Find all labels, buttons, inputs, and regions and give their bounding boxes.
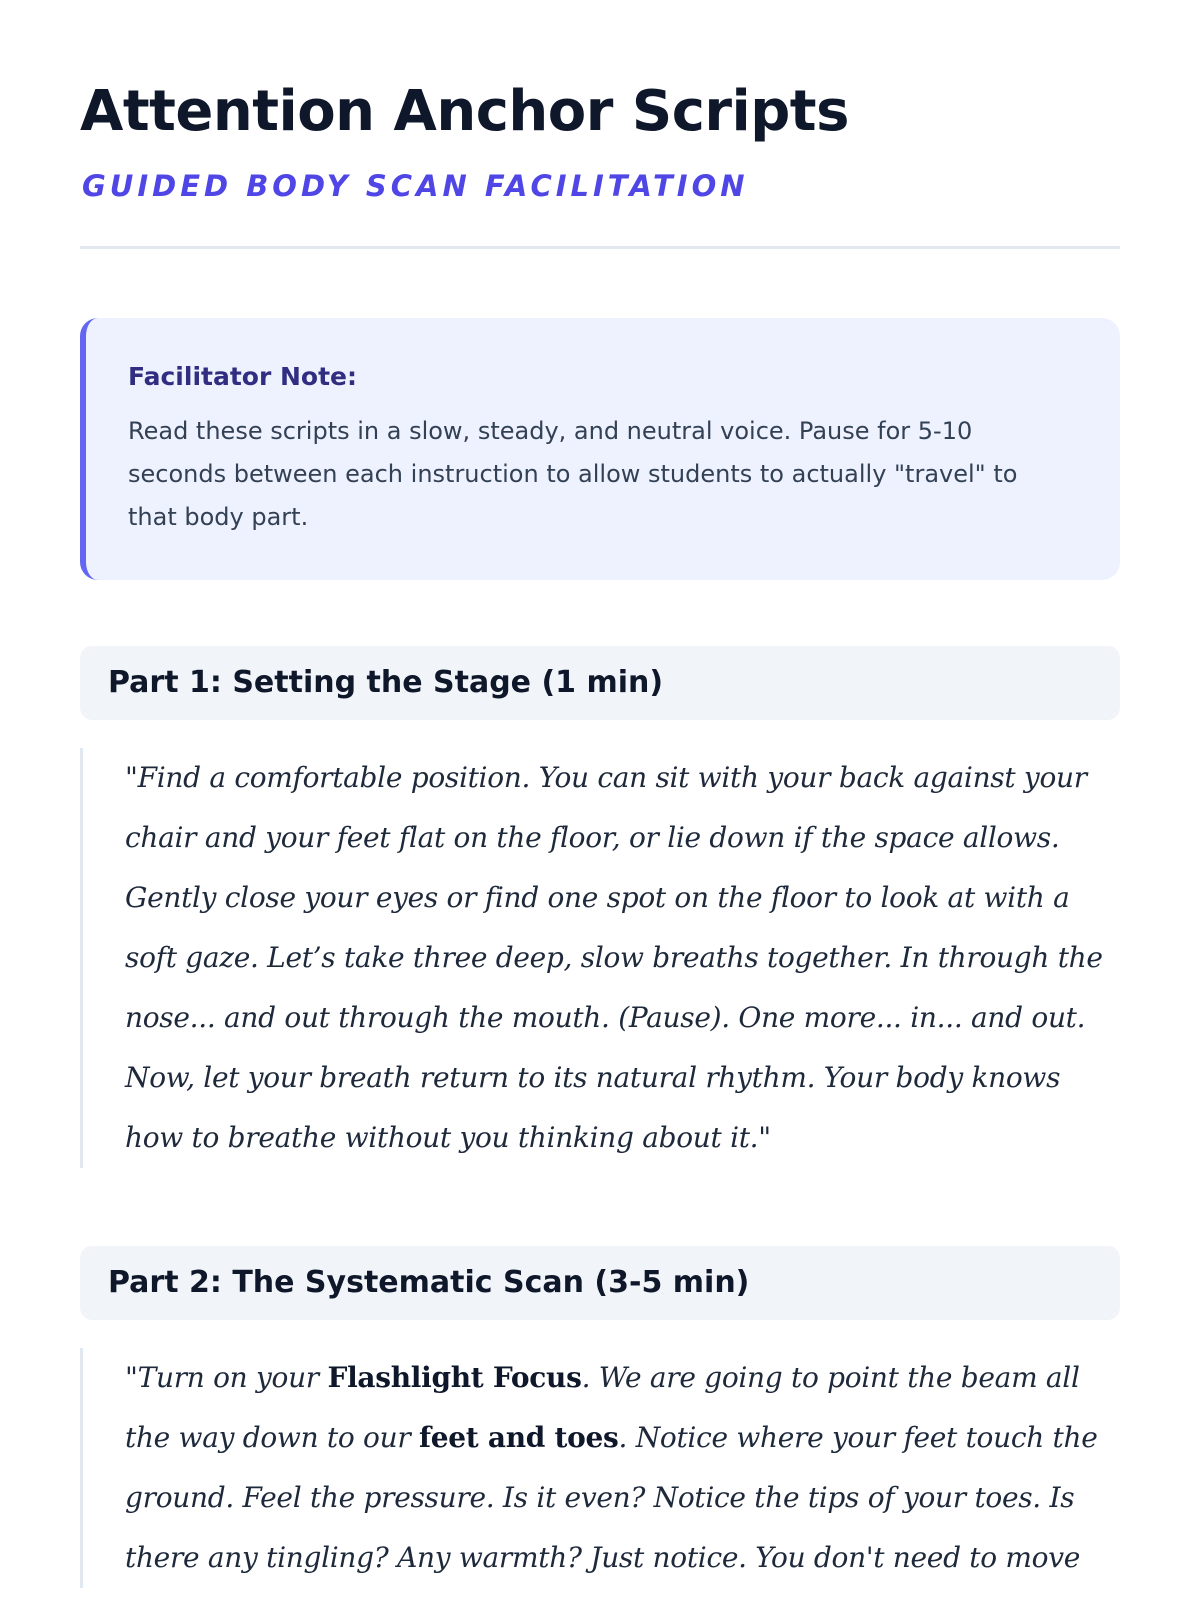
script-part-2-text-1: "Turn on your	[125, 1361, 328, 1394]
script-part-1-text: "Find a comfortable position. You can sit with your back against your chair and your feet flat on the floor, or lie down if the space allows. Gently close your eyes or find one spot on the floor to look at with a soft gaze. Let’s take three deep, slow breaths together. In through the nose... and out through the mouth. (Pause). One more... in... and out. Now, let your breath return to its natural rhythm. Your body knows how to breathe without you thinking about it."	[125, 761, 1103, 1154]
section-heading-part-1: Part 1: Setting the Stage (1 min)	[80, 646, 1120, 720]
page-subtitle: GUIDED BODY SCAN FACILITATION	[82, 169, 749, 203]
script-part-1	[80, 748, 1120, 1168]
section-heading-part-2: Part 2: The Systematic Scan (3-5 min)	[80, 1246, 1120, 1320]
facilitator-note-body: Read these scripts in a slow, steady, and neutral voice. Pause for 5-10 seconds between each instruction to allow students to actually "travel" to that body part.	[128, 417, 1018, 531]
script-part-2-emphasis-flashlight-focus: Flashlight Focus	[327, 1361, 582, 1394]
script-part-2-emphasis-feet-and-toes: feet and toes	[419, 1421, 619, 1454]
header-divider	[80, 246, 1120, 249]
script-part-2	[80, 1348, 1120, 1588]
script-part-2-text-2: . We are going to point the beam all the way down to our	[125, 1361, 1080, 1454]
facilitator-note	[80, 318, 1120, 580]
facilitator-note-label: Facilitator Note:	[128, 362, 357, 391]
script-part-2-text-3: . Notice where your feet touch the ground. Feel the pressure. Is it even? Notice the tips of your toes. Is there any tingling? Any warmth? Just notice. You don't need to move	[125, 1421, 1098, 1574]
page-title: Attention Anchor Scripts	[80, 79, 849, 144]
script-part-2-text	[125, 1348, 1120, 1588]
